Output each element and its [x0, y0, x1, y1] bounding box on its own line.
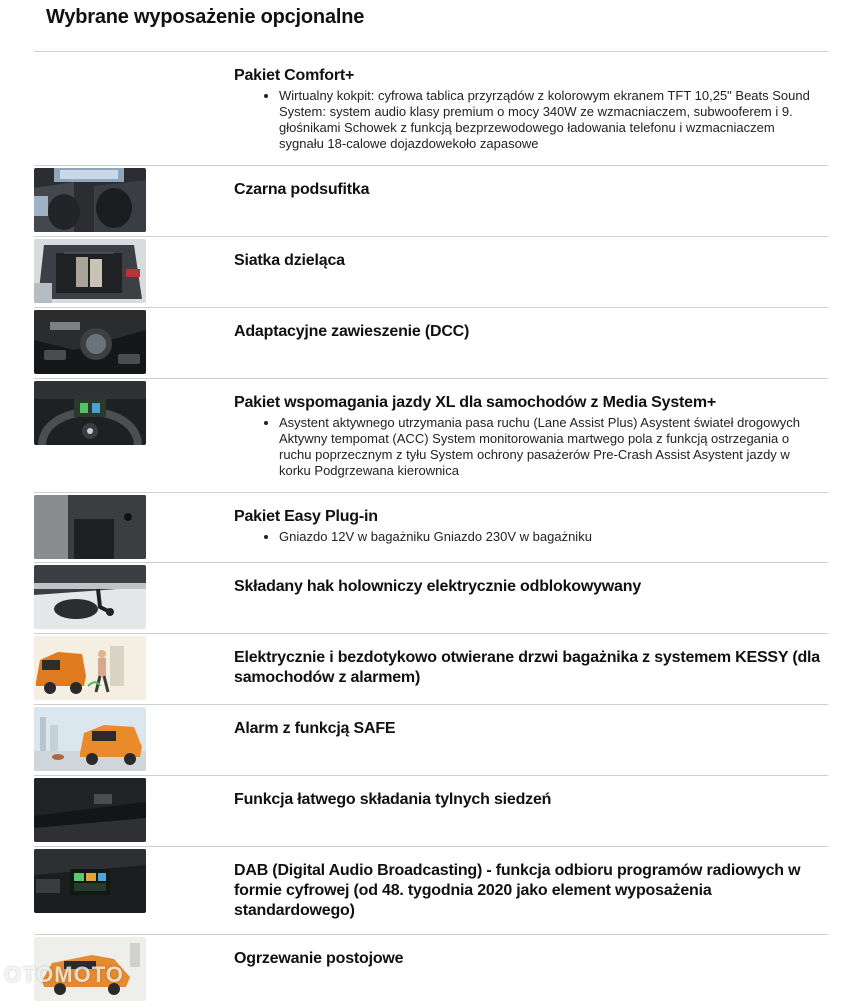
item-title: Elektrycznie i bezdotykowo otwierane drzwi bagażnika z systemem KESSY (dla samochodów z alarmem): [234, 649, 820, 686]
item-title: Pakiet wspomagania jazdy XL dla samochodów z Media System+: [234, 394, 717, 411]
item-title: Funkcja łatwego składania tylnych siedzeń: [234, 791, 552, 808]
equipment-row-net: [34, 236, 828, 307]
tow-hook-photo: [34, 565, 146, 629]
page-title: Wybrane wyposażenie opcjonalne: [46, 6, 365, 28]
watermark-logo: OTOMOTO: [4, 962, 124, 987]
bullet-item: • Asystent aktywnego utrzymania pasa ruchu (Lane Assist Plus) Asystent świateł drogowych Aktywny tempomat (ACC) System monitorowania martwego pola z funkcją ostrzegania o ruchu poprzecznym z tyłu System ochrony pasażerów Pre-Crash Assist Asystent jazdy w korku Podgrzewana kierownica: [279, 415, 820, 479]
bullet-item: • Wirtualny kokpit: cyfrowa tablica przyrządów z kolorowym ekranem TFT 10,25" Beats Sound System: system audio klasy premium o mocy 340W ze wzmacniaczem, subwooferem i 9. głośnikami Schowek z funkcją bezprzewodowego ładowania telefonu i wzmacniaczem sygnału 18-calowe dojazdowekoło zapasowe: [279, 88, 820, 152]
bullet-item: • Gniazdo 12V w bagażniku Gniazdo 230V w bagażniku: [279, 529, 820, 545]
dashboard-screen-photo: [34, 849, 146, 913]
equipment-row-comfort: [34, 51, 828, 165]
equipment-row-alarm: [34, 704, 828, 775]
item-title: Pakiet Easy Plug-in: [234, 508, 378, 525]
item-bullets: [234, 415, 820, 479]
steering-wheel-cockpit-photo: [34, 381, 146, 445]
equipment-row-assist: [34, 378, 828, 492]
equipment-row-plugin: [34, 492, 828, 562]
equipment-row-towhook: [34, 562, 828, 633]
item-title: Składany hak holowniczy elektrycznie odblokowywany: [234, 578, 642, 595]
item-title: Czarna podsufitka: [234, 181, 370, 198]
item-bullets: [234, 88, 820, 152]
item-title: Adaptacyjne zawieszenie (DCC): [234, 323, 470, 340]
alarm-car-illustration: [34, 707, 146, 771]
equipment-row-seats: [34, 775, 828, 846]
item-title: DAB (Digital Audio Broadcasting) - funkcja odbioru programów radiowych w formie cyfrowej (od 48. tygodnia 2020 jako element wyposażenia standardowego): [234, 862, 801, 919]
car-trunk-net-photo: [34, 239, 146, 303]
item-title: Siatka dzieląca: [234, 252, 345, 269]
equipment-row-kessy: [34, 633, 828, 704]
item-title: Ogrzewanie postojowe: [234, 950, 404, 967]
equipment-row-dcc: [34, 307, 828, 378]
item-bullets: [234, 529, 820, 545]
equipment-row-headliner: [34, 165, 828, 236]
item-title: Alarm z funkcją SAFE: [234, 720, 396, 737]
item-title: Pakiet Comfort+: [234, 67, 355, 84]
rear-seat-fold-photo: [34, 778, 146, 842]
kessy-tailgate-illustration: [34, 636, 146, 700]
car-interior-sunroof-photo: [34, 168, 146, 232]
equipment-list: [34, 51, 828, 1000]
drive-mode-selector-photo: [34, 310, 146, 374]
trunk-socket-photo: [34, 495, 146, 559]
equipment-row-heater: [34, 934, 828, 1000]
equipment-row-dab: [34, 846, 828, 934]
